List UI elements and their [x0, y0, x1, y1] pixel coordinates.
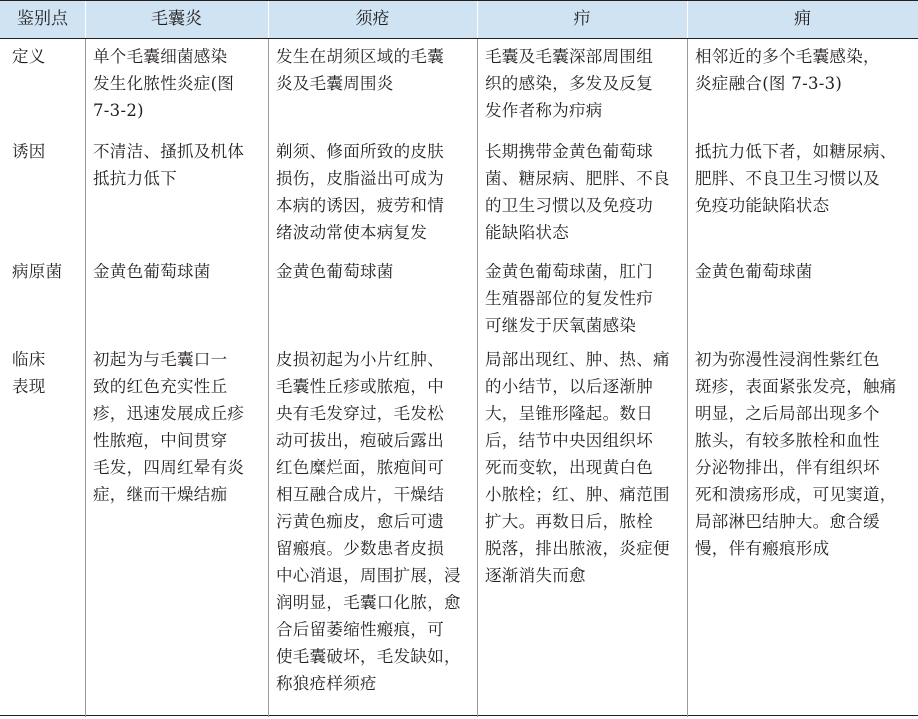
cell-line: 抵抗力低下者，如糖尿病、	[695, 142, 897, 161]
cell-line: 毛囊及毛囊深部周围组	[485, 47, 653, 66]
cell-line: 炎症融合(图 7-3-3)	[695, 74, 843, 93]
cell-line: 润明显，毛囊口化脓，愈	[276, 593, 461, 612]
table-cell	[485, 138, 670, 246]
cell-line: 发生在胡须区域的毛囊	[276, 47, 444, 66]
table-cell	[93, 43, 234, 124]
row-label-text: 临床	[12, 350, 46, 369]
cell-line: 慢，伴有瘢痕形成	[695, 539, 830, 558]
cell-line: 剃须、修面所致的皮肤	[276, 142, 444, 161]
cell-line: 本病的诱因，疲劳和情	[276, 196, 444, 215]
cell-line: 7-3-2)	[93, 101, 144, 120]
cell-line: 红色糜烂面，脓疱间可	[276, 458, 444, 477]
cell-line: 分泌物排出，伴有组织坏	[695, 458, 880, 477]
table-cell	[276, 258, 394, 285]
cell-line: 抵抗力低下	[93, 169, 177, 188]
table-cell	[695, 138, 897, 219]
cell-line: 金黄色葡萄球菌	[93, 262, 211, 281]
cell-line: 合后留萎缩性瘢痕，可	[276, 620, 444, 639]
column-divider	[687, 1, 688, 38]
cell-line: 后，结节中央因组织坏	[485, 431, 653, 450]
cell-line: 称狼疮样须疮	[276, 674, 377, 693]
table-cell	[93, 138, 244, 192]
header-rule	[0, 38, 918, 39]
cell-line: 致的红色充实性丘	[93, 377, 228, 396]
table-cell	[276, 138, 444, 246]
cell-line: 死而变软，出现黄白色	[485, 458, 653, 477]
cell-line: 初起为与毛囊口一	[93, 350, 228, 369]
cell-line: 死和溃疡形成，可见窦道，	[695, 485, 897, 504]
row-label	[12, 346, 46, 400]
header-cell: 毛囊炎	[151, 9, 202, 29]
cell-line: 能缺陷状态	[485, 223, 569, 242]
cell-line: 相互融合成片，干燥结	[276, 485, 444, 504]
row-label-text: 病原菌	[12, 262, 63, 281]
table-cell	[485, 258, 653, 339]
cell-line: 扩大。再数日后，脓栓	[485, 512, 653, 531]
column-divider	[268, 39, 269, 717]
cell-line: 脱落，排出脓液，炎症便	[485, 539, 670, 558]
column-divider	[687, 39, 688, 717]
cell-line: 皮损初起为小片红肿、	[276, 350, 444, 369]
header-cell: 痈	[794, 9, 811, 29]
cell-line: 初为弥漫性浸润性紫红色	[695, 350, 880, 369]
cell-line: 织的感染，多发及反复	[485, 74, 653, 93]
row-label	[12, 138, 46, 165]
cell-line: 发生化脓性炎症(图	[93, 74, 235, 93]
column-divider	[477, 1, 478, 38]
table-cell	[485, 346, 670, 589]
cell-line: 局部淋巴结肿大。愈合缓	[695, 512, 880, 531]
cell-line: 金黄色葡萄球菌，肛门	[485, 262, 653, 281]
cell-line: 肥胖、不良卫生习惯以及	[695, 169, 880, 188]
cell-line: 金黄色葡萄球菌	[695, 262, 813, 281]
row-label-text: 表现	[12, 377, 46, 396]
header-cell: 鉴别点	[17, 9, 68, 29]
column-divider	[85, 39, 86, 717]
cell-line: 炎及毛囊周围炎	[276, 74, 394, 93]
cell-line: 污黄色痂皮，愈后可遗	[276, 512, 444, 531]
table-cell	[485, 43, 653, 124]
cell-line: 的卫生习惯以及免疫功	[485, 196, 653, 215]
row-label	[12, 43, 46, 70]
table-cell	[695, 43, 880, 97]
cell-line: 绪波动常使本病复发	[276, 223, 428, 242]
column-divider	[85, 1, 86, 38]
cell-line: 免疫功能缺陷状态	[695, 196, 830, 215]
cell-line: 可继发于厌氧菌感染	[485, 316, 637, 335]
cell-line: 脓头，有较多脓栓和血性	[695, 431, 880, 450]
cell-line: 动可拔出，疱破后露出	[276, 431, 444, 450]
cell-line: 逐渐消失而愈	[485, 566, 586, 585]
cell-line: 相邻近的多个毛囊感染，	[695, 47, 880, 66]
table-cell	[276, 346, 461, 697]
cell-line: 斑疹，表面紧张发亮，触痛	[695, 377, 897, 396]
cell-line: 不清洁、搔抓及机体	[93, 142, 245, 161]
cell-line: 使毛囊破坏，毛发缺如，	[276, 647, 461, 666]
column-divider	[477, 39, 478, 717]
cell-line: 单个毛囊细菌感染	[93, 47, 228, 66]
table-cell	[695, 346, 897, 562]
table-cell	[93, 346, 244, 508]
cell-line: 的小结节，以后逐渐肿	[485, 377, 653, 396]
cell-line: 局部出现红、肿、热、痛	[485, 350, 670, 369]
table-cell	[276, 43, 444, 97]
cell-line: 毛发，四周红晕有炎	[93, 458, 245, 477]
cell-line: 长期携带金黄色葡萄球	[485, 142, 653, 161]
cell-line: 症，继而干燥结痂	[93, 485, 228, 504]
table-header	[0, 1, 918, 38]
cell-line: 小脓栓；红、肿、痛范围	[485, 485, 670, 504]
column-divider	[268, 1, 269, 38]
row-label-text: 诱因	[12, 142, 46, 161]
cell-line: 发作者称为疖病	[485, 101, 603, 120]
cell-line: 损伤，皮脂溢出可成为	[276, 169, 444, 188]
cell-line: 明显，之后局部出现多个	[695, 404, 880, 423]
cell-line: 留瘢痕。少数患者皮损	[276, 539, 444, 558]
cell-line: 大，呈锥形隆起。数日	[485, 404, 653, 423]
row-label-text: 定义	[12, 47, 46, 66]
cell-line: 性脓疱，中间贯穿	[93, 431, 228, 450]
cell-line: 生殖器部位的复发性疖	[485, 289, 653, 308]
table-cell	[93, 258, 211, 285]
header-cell: 须疮	[355, 9, 390, 29]
cell-line: 毛囊性丘疹或脓疱，中	[276, 377, 444, 396]
header-cell: 疖	[573, 9, 591, 29]
cell-line: 中心消退，周围扩展，浸	[276, 566, 461, 585]
cell-line: 金黄色葡萄球菌	[276, 262, 394, 281]
row-label	[12, 258, 62, 285]
table-cell	[695, 258, 813, 285]
cell-line: 疹，迅速发展成丘疹	[93, 404, 245, 423]
cell-line: 菌、糖尿病、肥胖、不良	[485, 169, 670, 188]
cell-line: 央有毛发穿过，毛发松	[276, 404, 444, 423]
